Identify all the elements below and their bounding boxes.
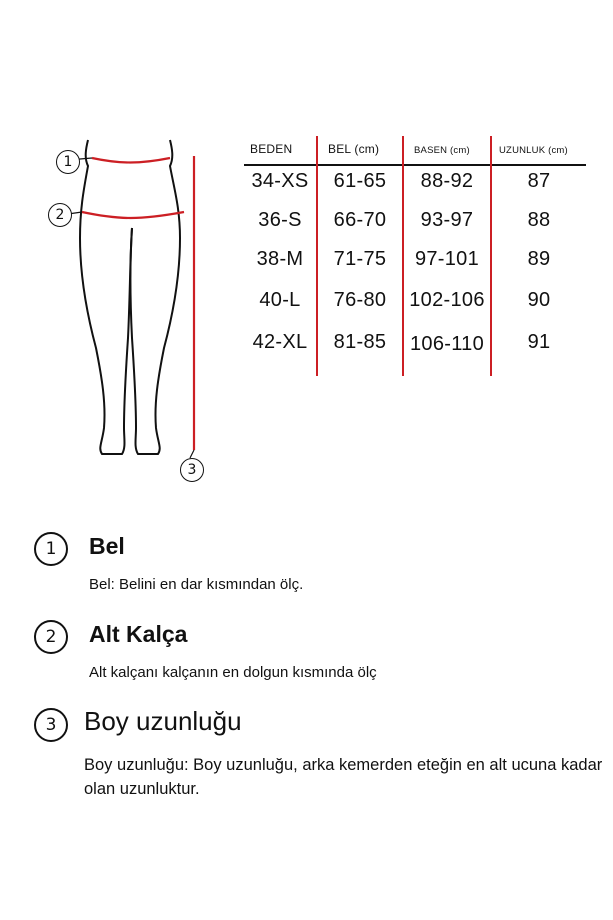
- legend-marker-3: 3: [34, 708, 68, 742]
- size-table: [244, 136, 590, 380]
- legend-title-boy: Boy uzunluğu: [84, 706, 242, 736]
- legs-outline-illustration: [40, 128, 220, 488]
- marker-3: 3: [180, 458, 204, 482]
- legend-desc-bel: Bel: Belini en dar kısmından ölç.: [89, 576, 304, 593]
- marker-1: 1: [56, 150, 80, 174]
- legend-title-alt-kalca: Alt Kalça: [89, 621, 188, 647]
- table-cell: 90: [527, 289, 551, 311]
- legend-desc-boy: Boy uzunluğu: Boy uzunluğu, arka kemerden eteğin en alt ucuna kadar olan uzunluktur.: [84, 756, 603, 798]
- legend-desc-alt-kalca: Alt kalçanı kalçanın en dolgun kısmında ölç: [89, 664, 377, 681]
- marker-2: 2: [48, 203, 72, 227]
- legend-marker-1: 1: [34, 532, 68, 566]
- table-cell: 97-101: [414, 248, 480, 270]
- table-cell: 42-XL: [252, 331, 308, 353]
- table-cell: 36-S: [258, 209, 302, 231]
- table-cell: 87: [527, 170, 551, 192]
- table-cell: 93-97: [420, 209, 474, 231]
- table-cell: 89: [527, 248, 551, 270]
- table-cell: 88: [527, 209, 551, 231]
- table-cell: 88-92: [420, 170, 474, 192]
- table-cell: 66-70: [333, 209, 387, 231]
- header-divider: [244, 164, 586, 166]
- pants-figure: [40, 128, 220, 488]
- table-cell: 34-XS: [251, 170, 309, 192]
- table-cell: 61-65: [333, 170, 387, 192]
- table-cell: 102-106: [409, 289, 485, 311]
- table-cell: 38-M: [256, 248, 304, 270]
- table-cell: 71-75: [333, 248, 387, 270]
- table-cell: 81-85: [333, 331, 387, 353]
- header-uzunluk: UZUNLUK (cm): [499, 145, 568, 156]
- header-beden: BEDEN: [250, 142, 293, 156]
- header-basen: BASEN (cm): [414, 145, 470, 156]
- table-cell: 106-110: [409, 333, 484, 355]
- table-cell: 91: [527, 331, 551, 353]
- header-bel: BEL (cm): [328, 142, 380, 156]
- legend-title-bel: Bel: [89, 533, 125, 559]
- table-cell: 76-80: [333, 289, 387, 311]
- legend-marker-2: 2: [34, 620, 68, 654]
- table-cell: 40-L: [259, 289, 301, 311]
